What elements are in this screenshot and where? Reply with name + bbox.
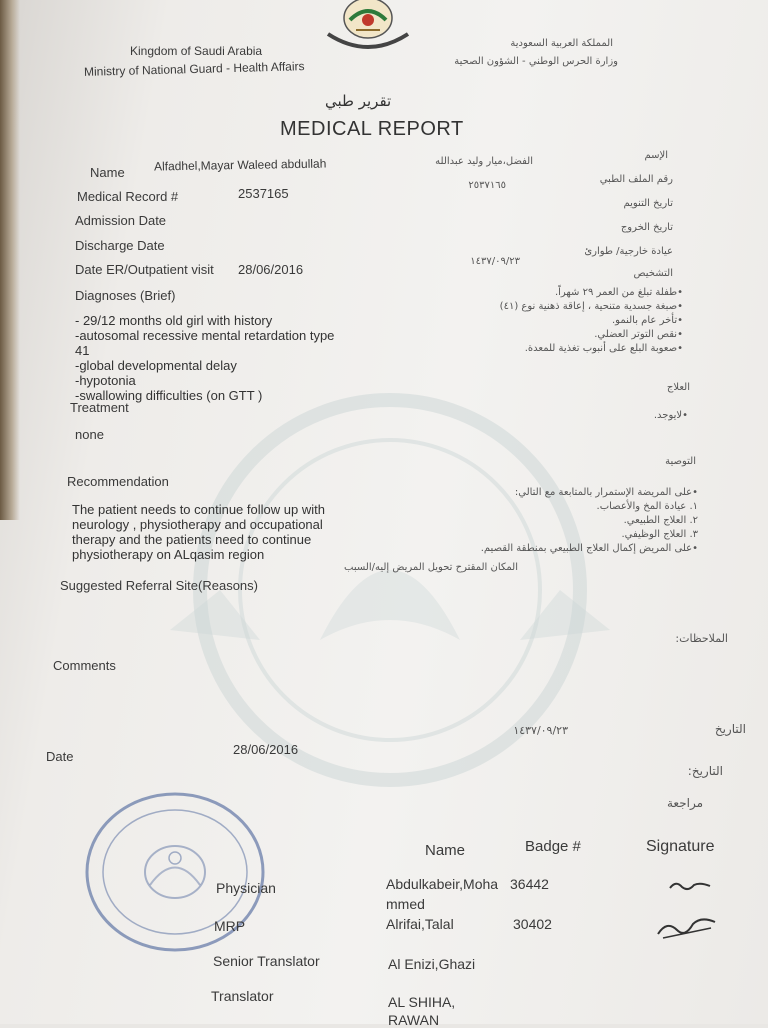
- treatment-value: none: [75, 427, 104, 442]
- treatment-ar-label: العلاج: [666, 382, 690, 393]
- mrp-signature-icon: [655, 912, 719, 944]
- row-badge: 36442: [510, 876, 549, 892]
- visit-value: 28/06/2016: [238, 262, 304, 277]
- diagnosis-line: -swallowing difficulties (on GTT ): [75, 388, 263, 403]
- recommendation-line: physiotherapy on ALqasim region: [72, 547, 265, 562]
- mrn-label: Medical Record #: [77, 189, 179, 204]
- col-name-header: Name: [425, 842, 466, 859]
- referral-label: Suggested Referral Site(Reasons): [60, 578, 258, 593]
- header-en-line2: Ministry of National Guard - Health Affairs: [83, 59, 305, 79]
- row-role: Physician: [216, 880, 276, 896]
- title-ar: تقرير طبي: [325, 92, 392, 110]
- row-name-line1: Al Enizi,Ghazi: [388, 956, 476, 972]
- referral-ar-label: المكان المقترح تحويل المريض إليه/السبب: [344, 562, 518, 573]
- background-shadow: [0, 0, 20, 520]
- date-ar-value: ١٤٣٧/٠٩/٢٣: [513, 724, 568, 737]
- diagnoses-label: Diagnoses (Brief): [75, 288, 176, 303]
- visit-label: Date ER/Outpatient visit: [75, 262, 214, 277]
- review-ar-label: مراجعة: [666, 796, 703, 810]
- diagnosis-line: -autosomal recessive mental retardation type: [75, 328, 335, 343]
- treatment-ar-value: •لايوجد.: [653, 410, 688, 421]
- diagnoses-lines: [75, 313, 334, 403]
- diagnosis-ar-line: •صبغة جسدية متنحية ، إعاقة ذهنية نوع (٤١): [499, 301, 683, 312]
- recommendation-line: neurology , physiotherapy and occupational: [72, 517, 323, 532]
- row-name-line2: RAWAN: [388, 1012, 440, 1028]
- recommendation-ar-lines: [481, 486, 698, 556]
- physician-signature-icon: [668, 878, 712, 894]
- diagnoses-ar-lines: [500, 286, 683, 356]
- header-ar-line2: وزارة الحرس الوطني - الشؤون الصحية: [454, 56, 618, 67]
- recommendation-ar-label: التوصية: [665, 456, 696, 467]
- date-ar-label: التاريخ: [714, 722, 746, 736]
- recommendation-label: Recommendation: [67, 474, 169, 489]
- recommendation-ar-line: ٣. العلاج الوظيفي.: [621, 529, 698, 540]
- header-en-line1: Kingdom of Saudi Arabia: [130, 44, 263, 58]
- col-signature-header: Signature: [646, 838, 715, 855]
- admission-label: Admission Date: [75, 213, 167, 228]
- row-name-line1: Abdulkabeir,Moha: [386, 876, 499, 892]
- recommendation-lines: [72, 502, 325, 562]
- comments-ar-label: الملاحظات:: [675, 632, 728, 645]
- header-ar-line1: المملكة العربية السعودية: [510, 38, 613, 49]
- name-value: Alfadhel,Mayar Waleed abdullah: [153, 156, 327, 174]
- mrn-value: 2537165: [238, 186, 289, 201]
- discharge-ar-label: تاريخ الخروج: [620, 222, 673, 233]
- row-badge: 30402: [513, 916, 552, 932]
- row-name-line2: mmed: [386, 896, 425, 912]
- row-name-line1: Alrifai,Talal: [386, 916, 454, 932]
- visit-ar-label: عيادة خارجية/ طوارئ: [584, 246, 673, 257]
- comments-label: Comments: [53, 658, 116, 673]
- national-guard-emblem-icon: [322, 0, 414, 56]
- diagnosis-line: -global developmental delay: [75, 358, 237, 373]
- recommendation-line: therapy and the patients need to continue: [72, 532, 312, 547]
- admission-ar-label: تاريخ التنويم: [623, 198, 673, 209]
- mrn-ar-value: ٢٥٣٧١٦٥: [468, 180, 506, 191]
- name-label: Name: [90, 165, 125, 180]
- diagnosis-line: -hypotonia: [75, 373, 136, 388]
- col-badge-header: Badge #: [525, 838, 581, 855]
- recommendation-ar-line: •على المريض إكمال العلاج الطبيعي بمنطقة القصيم.: [480, 543, 698, 554]
- recommendation-ar-line: ٢. العلاج الطبيعي.: [623, 515, 698, 526]
- visit-ar-value: ١٤٣٧/٠٩/٢٣: [470, 256, 520, 267]
- diagnosis-ar-line: •تأخر عام بالنمو.: [611, 315, 683, 326]
- diagnosis-ar-line: •نقص التوتر العضلي.: [594, 329, 683, 340]
- hospital-seal-icon: [80, 790, 270, 960]
- name-ar-value: الفضل،ميار وليد عبدالله: [435, 156, 533, 167]
- treatment-label: Treatment: [70, 400, 129, 415]
- recommendation-ar-line: •على المريضة الإستمرار بالمتابعة مع التالي:: [514, 487, 698, 498]
- recommendation-ar-line: ١. عيادة المخ والأعصاب.: [596, 501, 698, 512]
- diagnosis-ar-line: •صعوبة البلع على أنبوب تغذية للمعدة.: [524, 343, 683, 354]
- page-title: MEDICAL REPORT: [280, 118, 464, 140]
- diagnoses-ar-label: التشخيص: [633, 268, 673, 279]
- row-role: MRP: [214, 918, 246, 934]
- row-name-line1: AL SHIHA,: [388, 994, 456, 1010]
- mrn-ar-label: رقم الملف الطبي: [599, 174, 673, 185]
- diagnosis-ar-line: •طفلة تبلغ من العمر ٢٩ شهراً.: [554, 287, 683, 298]
- date-value: 28/06/2016: [233, 742, 299, 757]
- row-role: Translator: [211, 988, 274, 1004]
- diagnosis-line: 41: [75, 343, 90, 358]
- discharge-label: Discharge Date: [75, 238, 165, 253]
- diagnosis-line: - 29/12 months old girl with history: [75, 313, 273, 328]
- name-ar-label: الإسم: [644, 150, 668, 161]
- date-label: Date: [46, 749, 74, 764]
- row-role: Senior Translator: [213, 953, 320, 969]
- recommendation-line: The patient needs to continue follow up with: [72, 502, 325, 517]
- date-ar-label-2: التاريخ:: [687, 764, 723, 778]
